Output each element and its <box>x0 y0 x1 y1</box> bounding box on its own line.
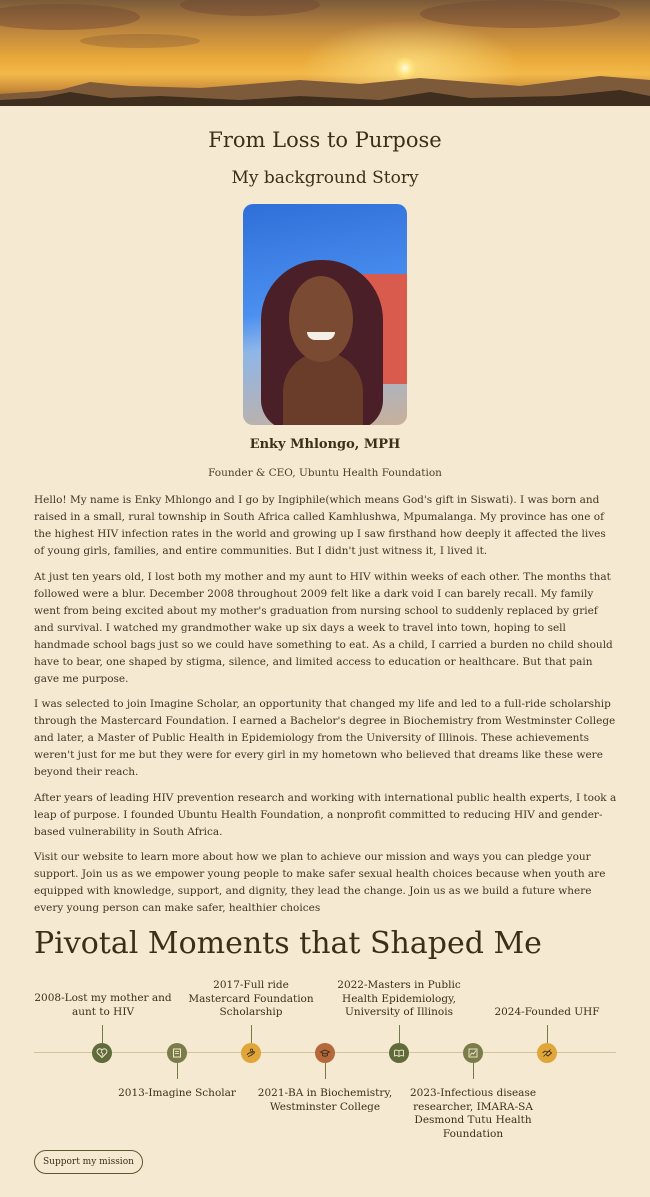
timeline-label-2024: 2024-Founded UHF <box>494 1006 600 1018</box>
photo-smile <box>307 332 335 340</box>
photo-face <box>289 276 353 362</box>
chart-icon <box>463 1043 483 1063</box>
cloud <box>180 0 320 16</box>
support-mission-button[interactable]: Support my mission <box>34 1150 143 1174</box>
story-paragraph: I was selected to join Imagine Scholar, an opportunity that changed my life and led to a full-ride scholarship through the Mastercard Foundation. I earned a Bachelor's degree in Biochemistry from Westminster College and later, a Master of Public Health in Epidemiology from the University of Illinois. These achievements weren't just for me but they were for every girl in my hometown who believed that dreams like these were beyond their reach. <box>34 698 616 778</box>
cloud <box>420 0 620 28</box>
timeline <box>34 975 616 1150</box>
timeline-stem <box>102 1025 103 1043</box>
timeline-stem <box>547 1025 548 1043</box>
timeline-stem <box>177 1063 178 1079</box>
handshake-icon <box>537 1043 557 1063</box>
timeline-stem <box>399 1025 400 1043</box>
page-title: From Loss to Purpose <box>208 128 442 152</box>
profile-photo <box>243 204 407 425</box>
timeline-heading: Pivotal Moments that Shaped Me <box>34 926 542 961</box>
timeline-stem <box>325 1063 326 1079</box>
book-icon <box>167 1043 187 1063</box>
story-paragraph: At just ten years old, I lost both my mother and my aunt to HIV within weeks of each other. The months that followed were a blur. December 2008 throughout 2009 felt like a dark void I can barely recall. My family went from being excited about my mother's graduation from nursing school to suddenly replaced by grief and survival. I watched my grandmother wake up six days a week to travel into town, hoping to sell handmade school bags just so we could have something to eat. As a child, I carried a burden no child should have to bear, one shaped by stigma, silence, and limited access to education or healthcare. But that pain gave me purpose. <box>34 570 613 685</box>
broken-heart-icon <box>92 1043 112 1063</box>
story-paragraph: After years of leading HIV prevention research and working with international public health experts, I took a leap of purpose. I founded Ubuntu Health Foundation, a nonprofit committed to reducing HIV and gender-based vulnerability in South Africa. <box>34 791 617 838</box>
story-paragraph: Hello! My name is Enky Mhlongo and I go by Ingiphile(which means God's gift in Siswati). I was born and raised in a small, rural township in South Africa called Kamhlushwa, Mpumalanga. My province has one of the highest HIV infection rates in the world and growing up I saw firsthand how deeply it affected the lives of young girls, families, and entire communities. But I didn't just witness it, I lived it. <box>34 494 606 557</box>
profile-role: Founder & CEO, Ubuntu Health Foundation <box>208 467 442 479</box>
story-paragraph: Visit our website to learn more about how we plan to achieve our mission and ways you can pledge your support. Join us as we empower young people to make safer sexual health choices because when youth are equipped with knowledge, support, and dignity, they lead the change. Join us as we build a future where every young person can make safer, healthier choices <box>34 851 606 914</box>
story-text <box>34 492 618 926</box>
timeline-label-2021: 2021-BA in Biochemistry, Westminster College <box>257 1087 393 1113</box>
cloud <box>80 34 200 48</box>
photo-shoulders <box>283 352 363 425</box>
timeline-label-2023: 2023-Infectious disease researcher, IMARA-SA Desmond Tutu Health Foundation <box>409 1087 537 1140</box>
timeline-label-2008: 2008-Lost my mother and aunt to HIV <box>34 992 172 1018</box>
cloud <box>0 4 140 30</box>
hero-banner <box>0 0 650 106</box>
profile-name: Enky Mhlongo, MPH <box>249 437 401 452</box>
graduation-icon <box>315 1043 335 1063</box>
timeline-stem <box>473 1063 474 1079</box>
timeline-label-2013: 2013-Imagine Scholar <box>118 1087 236 1099</box>
helping-hand-icon <box>241 1043 261 1063</box>
timeline-stem <box>251 1025 252 1043</box>
open-book-icon <box>389 1043 409 1063</box>
timeline-label-2017: 2017-Full ride Mastercard Foundation Scholarship <box>188 979 314 1018</box>
page-subtitle: My background Story <box>231 168 419 188</box>
timeline-label-2022: 2022-Masters in Public Health Epidemiology, University of Illinois <box>337 979 461 1018</box>
hills-silhouette <box>0 70 650 106</box>
